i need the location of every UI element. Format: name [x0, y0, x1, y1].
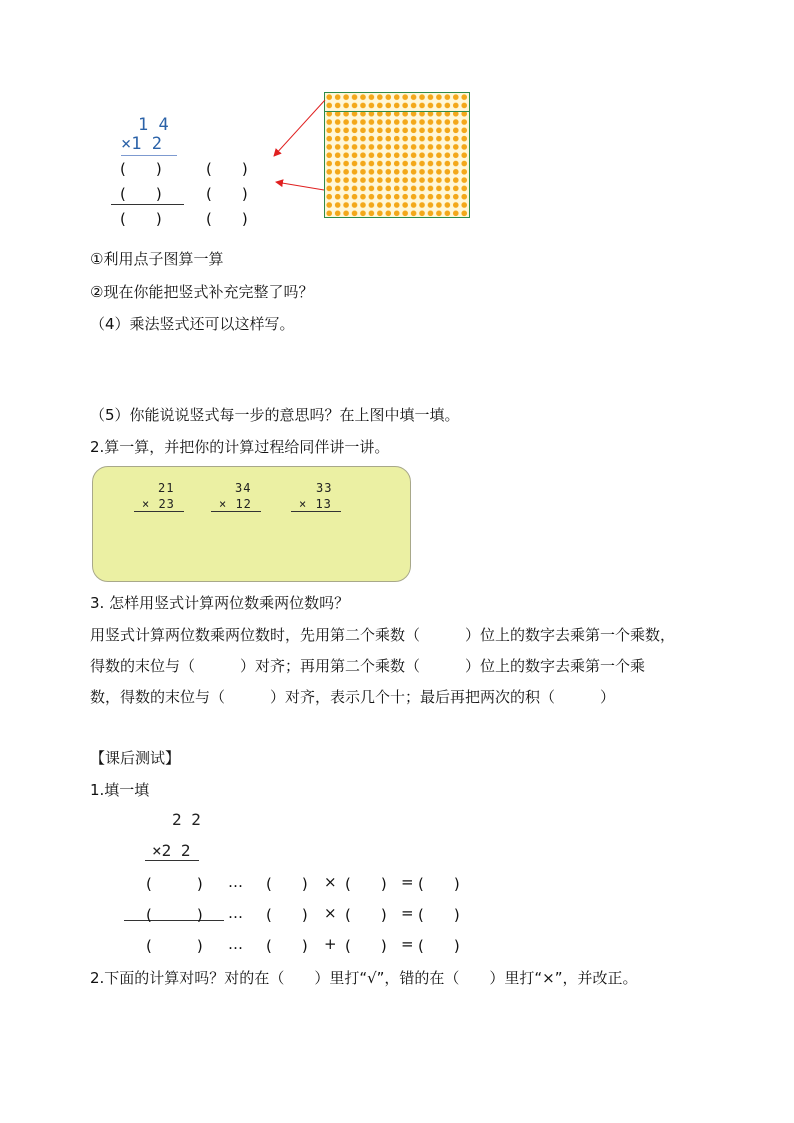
fill-row-2-a: ( ) — [146, 906, 203, 924]
second-rule — [111, 204, 184, 205]
dot-array-divider — [324, 111, 470, 112]
fill-row-1-eq: = — [401, 873, 414, 891]
practice-box — [92, 466, 411, 582]
blank-paren-left-2: ( ) — [120, 185, 162, 203]
arrow-to-row1 — [274, 100, 325, 156]
fill-row-1-a: ( ) — [146, 875, 203, 893]
question-2: ②现在你能把竖式补充完整了吗？ — [90, 283, 314, 301]
multiplier: ×1 2 — [121, 134, 162, 154]
blank-paren-left-1: ( ) — [120, 160, 162, 178]
fill-row-1-d: ( ) — [418, 875, 460, 893]
section-2-title: 2.算一算，并把你的计算过程给同伴讲一讲。 — [90, 438, 390, 456]
practice-1-top: 21 — [158, 481, 175, 495]
practice-1-rule — [134, 511, 184, 512]
test-heading: 【课后测试】 — [90, 749, 181, 767]
test-1-title: 1.填一填 — [90, 781, 150, 799]
fill-row-3-eq: = — [401, 935, 414, 953]
practice-2-bottom: × 12 — [219, 497, 252, 511]
blank-paren-left-3: ( ) — [120, 210, 162, 228]
question-1: ①利用点子图算一算 — [90, 250, 224, 268]
arrow-lines — [260, 90, 340, 210]
arrow-to-row2 — [276, 182, 324, 190]
practice-3-top: 33 — [316, 481, 333, 495]
practice-3-rule — [291, 511, 341, 512]
fill-row-2-c: ( ) — [345, 906, 387, 924]
fill-row-2-eq: = — [401, 904, 414, 922]
practice-2-top: 34 — [235, 481, 252, 495]
section-3-title: 3. 怎样用竖式计算两位数乘两位数吗？ — [90, 594, 350, 612]
fill-row-3-op: + — [324, 935, 337, 953]
fill-row-2-b: ( ) — [266, 906, 308, 924]
question-4: （4）乘法竖式还可以这样写。 — [90, 315, 295, 333]
fill-row-1-b: ( ) — [266, 875, 308, 893]
fill-row-2-d: ( ) — [418, 906, 460, 924]
fill-multiplier: ×2 2 — [152, 841, 191, 860]
practice-2-rule — [211, 511, 261, 512]
fill-rule-1 — [145, 860, 199, 861]
blank-paren-right-1: ( ) — [206, 160, 248, 178]
section-3-para-1: 用竖式计算两位数乘两位数时，先用第二个乘数（ ）位上的数字去乘第一个乘数， — [90, 626, 676, 644]
blank-paren-right-3: ( ) — [206, 210, 248, 228]
first-rule — [121, 155, 177, 156]
section-3-para-2: 得数的末位与（ ）对齐；再用第二个乘数（ ）位上的数字去乘第一个乘 — [90, 657, 646, 675]
practice-1-bottom: × 23 — [142, 497, 175, 511]
question-5: （5）你能说说竖式每一步的意思吗？在上图中填一填。 — [90, 406, 460, 424]
fill-row-2-dots: … — [228, 904, 243, 922]
fill-row-3-b: ( ) — [266, 937, 308, 955]
blank-paren-right-2: ( ) — [206, 185, 248, 203]
fill-row-1-dots: … — [228, 873, 243, 891]
fill-row-3-dots: … — [228, 935, 243, 953]
test-2-title: 2.下面的计算对吗？对的在（ ）里打“√”，错的在（ ）里打“×”，并改正。 — [90, 969, 638, 987]
fill-row-3-c: ( ) — [345, 937, 387, 955]
fill-row-1-op: × — [324, 873, 337, 891]
multiplicand: 1 4 — [138, 115, 169, 135]
section-3-para-3: 数，得数的末位与（ ）对齐，表示几个十；最后再把两次的积（ ） — [90, 688, 616, 706]
fill-top-number: 2 2 — [172, 810, 201, 829]
fill-row-2-op: × — [324, 904, 337, 922]
fill-row-3-a: ( ) — [146, 937, 203, 955]
practice-3-bottom: × 13 — [299, 497, 332, 511]
fill-row-1-c: ( ) — [345, 875, 387, 893]
fill-row-3-d: ( ) — [418, 937, 460, 955]
